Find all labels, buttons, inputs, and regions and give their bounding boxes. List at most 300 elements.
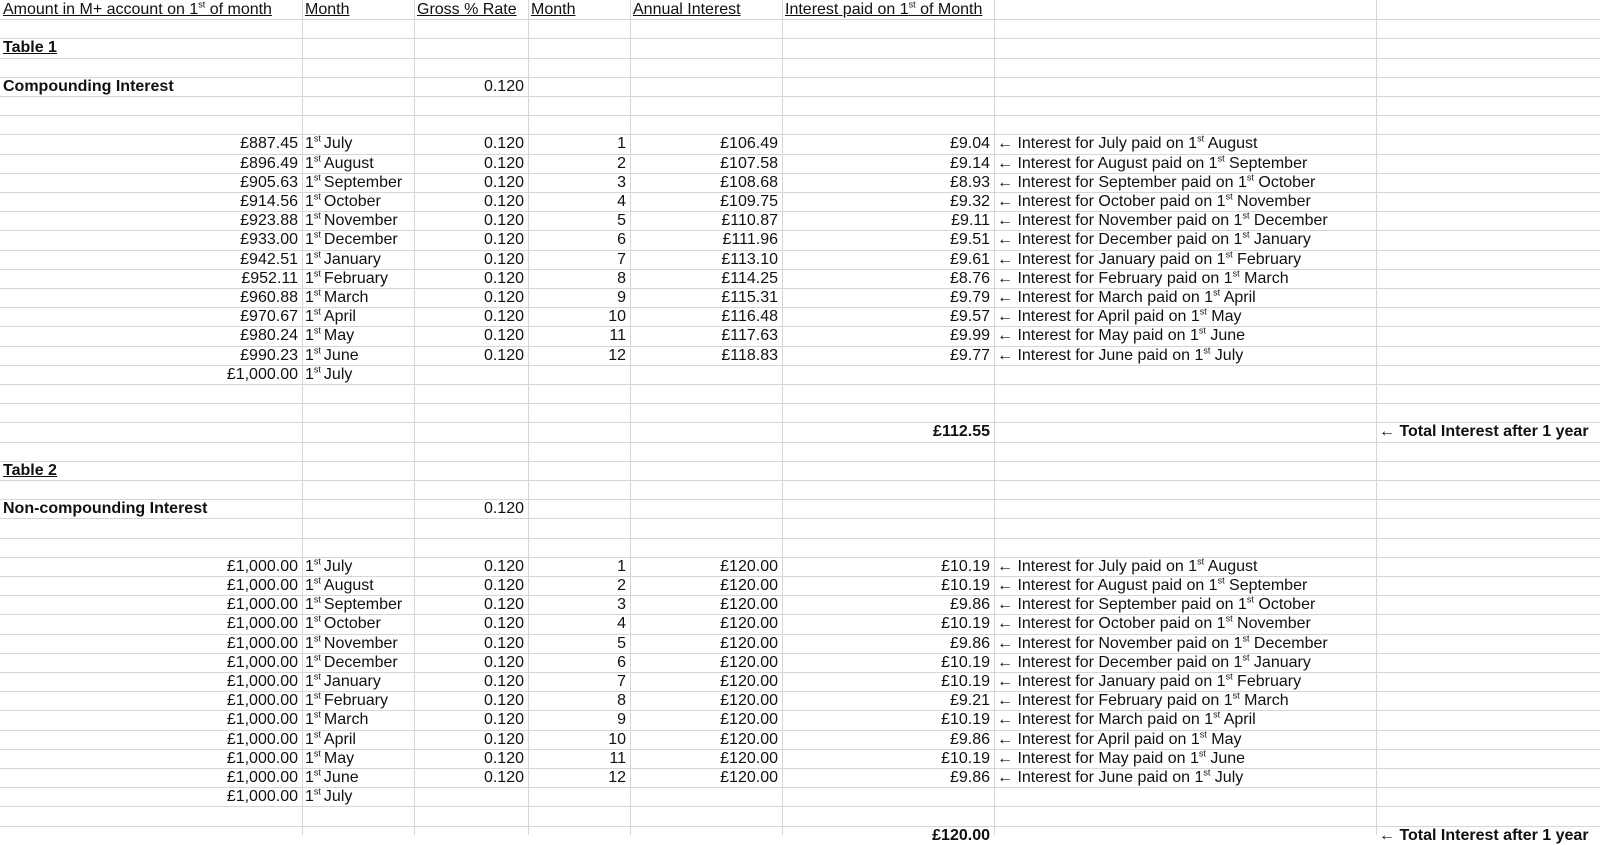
month-number-cell[interactable]: 6 — [617, 653, 626, 671]
amount-cell[interactable]: £1,000.00 — [226, 577, 298, 594]
rate-cell[interactable]: 0.120 — [483, 269, 524, 287]
column-header-amount[interactable] — [3, 0, 301, 19]
month-cell[interactable] — [305, 173, 413, 192]
month-number-cell[interactable]: 8 — [617, 692, 626, 710]
month-cell[interactable] — [305, 192, 413, 211]
amount-cell[interactable]: £914.56 — [240, 193, 298, 210]
month-number-cell[interactable]: 2 — [617, 154, 626, 172]
amount-cell[interactable]: £1,000.00 — [226, 557, 298, 575]
total-interest-cell[interactable]: £112.55 — [933, 423, 990, 441]
interest-paid-cell[interactable]: £9.86 — [949, 596, 990, 614]
rate-cell[interactable]: 0.120 — [483, 289, 524, 306]
rate-cell[interactable]: 0.120 — [483, 212, 524, 230]
amount-cell[interactable]: £1,000.00 — [226, 711, 298, 729]
month-number-cell[interactable]: 12 — [608, 769, 626, 786]
annual-interest-cell[interactable] — [630, 787, 778, 806]
month-cell-text: 1 — [305, 212, 314, 230]
month-cell-text-after: June — [323, 346, 359, 364]
month-number-cell[interactable]: 9 — [617, 289, 626, 306]
interest-note-cell[interactable] — [997, 173, 1375, 192]
amount-cell[interactable]: £1,000.00 — [226, 615, 298, 633]
annual-interest-cell[interactable]: £108.68 — [720, 173, 778, 191]
month-number-cell[interactable]: 4 — [617, 193, 626, 210]
month-cell-text: 1 — [305, 173, 314, 191]
rate-cell[interactable]: 0.120 — [483, 346, 524, 364]
interest-note-cell[interactable] — [997, 307, 1375, 326]
month-cell-ordinal-suffix: st — [313, 710, 321, 721]
row-gridline — [0, 480, 1600, 481]
amount-cell[interactable]: £1,000.00 — [226, 788, 298, 806]
month-number-cell[interactable]: 11 — [609, 749, 626, 767]
row-gridline — [0, 442, 1600, 443]
month-cell[interactable] — [305, 230, 413, 249]
row-gridline — [0, 96, 1600, 97]
interest-note-cell[interactable] — [997, 154, 1375, 173]
interest-note-cell[interactable] — [997, 595, 1375, 614]
amount-cell[interactable]: £896.49 — [240, 154, 298, 172]
month-cell-ordinal-suffix: st — [313, 191, 321, 202]
month-number-cell[interactable]: 11 — [609, 327, 626, 345]
month-cell[interactable] — [305, 288, 413, 307]
month-number-cell[interactable]: 7 — [617, 250, 626, 268]
interest-paid-cell[interactable]: £9.99 — [949, 327, 990, 345]
annual-interest-cell[interactable]: £111.96 — [722, 231, 778, 249]
rate-cell[interactable]: 0.120 — [483, 634, 524, 652]
annual-interest-cell[interactable]: £115.31 — [721, 289, 778, 306]
month-cell-text: 1 — [305, 730, 314, 748]
interest-note-text: ← Interest for August paid on 1 — [997, 577, 1218, 594]
table-rate[interactable]: 0.120 — [483, 500, 524, 518]
column-header-paid[interactable] — [785, 0, 993, 19]
month-number-cell[interactable] — [528, 365, 626, 384]
interest-note-text: ← Interest for October paid on 1 — [997, 193, 1226, 210]
amount-cell[interactable]: £1,000.00 — [226, 365, 298, 383]
annual-interest-cell[interactable]: £116.48 — [721, 308, 778, 326]
amount-cell[interactable]: £1,000.00 — [226, 673, 298, 690]
amount-cell[interactable]: £942.51 — [240, 250, 298, 268]
month-number-cell[interactable] — [528, 787, 626, 806]
rate-cell[interactable]: 0.120 — [483, 231, 524, 249]
column-header-annual-text: Annual Interest — [633, 1, 741, 18]
month-cell[interactable] — [305, 211, 413, 230]
amount-cell[interactable]: £980.24 — [240, 327, 298, 345]
month-cell[interactable] — [305, 269, 413, 288]
rate-cell[interactable]: 0.120 — [483, 730, 524, 748]
month-cell-ordinal-suffix: st — [313, 153, 321, 164]
month-number-cell[interactable]: 5 — [617, 634, 626, 652]
interest-note-text: ← Interest for October paid on 1 — [997, 615, 1226, 633]
rate-cell[interactable]: 0.120 — [483, 615, 524, 633]
month-cell-ordinal-suffix: st — [313, 287, 321, 298]
interest-note-cell[interactable] — [997, 192, 1375, 211]
month-cell-ordinal-suffix: st — [313, 364, 321, 375]
interest-note-cell[interactable] — [997, 653, 1375, 672]
month-cell[interactable] — [305, 749, 413, 768]
column-header-month[interactable] — [305, 0, 413, 19]
interest-note-cell[interactable] — [997, 250, 1375, 269]
annual-interest-cell[interactable]: £120.00 — [720, 730, 778, 748]
interest-note-ordinal-suffix: st — [1203, 767, 1211, 778]
interest-note-cell[interactable] — [997, 710, 1375, 729]
column-header-rate-text: Gross % Rate — [417, 1, 517, 18]
annual-interest-cell[interactable]: £120.00 — [720, 557, 778, 575]
interest-note-text: ← Interest for February paid on 1 — [997, 269, 1233, 287]
month-cell-text-after: July — [323, 365, 353, 383]
interest-note-text: ← Interest for March paid on 1 — [997, 289, 1214, 306]
month-number-cell[interactable]: 7 — [617, 673, 626, 690]
rate-cell[interactable] — [414, 787, 524, 806]
table-title[interactable]: Table 1 — [3, 39, 57, 57]
month-cell-text-after: January — [323, 250, 381, 268]
interest-note-cell[interactable] — [997, 634, 1375, 653]
month-cell[interactable] — [305, 595, 413, 614]
table-subtitle[interactable]: Compounding Interest — [3, 77, 174, 95]
interest-note-cell[interactable] — [997, 691, 1375, 710]
annual-interest-cell[interactable]: £120.00 — [720, 653, 778, 671]
month-cell-text: 1 — [305, 250, 314, 268]
rate-cell[interactable]: 0.120 — [483, 557, 524, 575]
interest-paid-cell[interactable]: £10.19 — [941, 557, 990, 575]
month-cell[interactable] — [305, 768, 413, 787]
rate-cell[interactable]: 0.120 — [483, 135, 524, 153]
month-cell[interactable] — [305, 557, 413, 576]
annual-interest-cell[interactable]: £118.83 — [721, 346, 778, 364]
interest-note-cell[interactable] — [997, 730, 1375, 749]
column-header-paid-text-after: of Month — [915, 1, 983, 18]
annual-interest-cell[interactable] — [630, 365, 778, 384]
month-number-cell[interactable]: 5 — [617, 212, 626, 230]
amount-cell[interactable]: £1,000.00 — [226, 692, 298, 710]
column-header-paid-ordinal-suffix: st — [908, 0, 916, 10]
month-cell-ordinal-suffix: st — [313, 306, 321, 317]
rate-cell[interactable]: 0.120 — [483, 711, 524, 729]
row-gridline — [0, 384, 1600, 385]
interest-note-cell[interactable] — [997, 672, 1375, 691]
month-cell-text-after: July — [323, 135, 353, 153]
rate-cell[interactable]: 0.120 — [483, 749, 524, 767]
interest-paid-cell[interactable]: £10.19 — [941, 653, 990, 671]
interest-note-ordinal-suffix: st — [1242, 652, 1250, 663]
month-cell-text-after: May — [323, 327, 355, 345]
month-cell-text: 1 — [305, 557, 314, 575]
total-interest-cell[interactable]: £120.00 — [932, 826, 990, 844]
month-cell-ordinal-suffix: st — [313, 230, 321, 241]
interest-paid-cell[interactable]: £10.19 — [941, 615, 990, 633]
month-number-cell[interactable]: 8 — [617, 269, 626, 287]
interest-paid-cell[interactable]: £10.19 — [941, 577, 990, 594]
month-cell-text-after: February — [323, 692, 388, 710]
interest-note-ordinal-suffix: st — [1197, 556, 1205, 567]
interest-note-text: ← Interest for August paid on 1 — [997, 154, 1218, 172]
month-cell-text: 1 — [305, 596, 314, 614]
annual-interest-cell[interactable]: £120.00 — [720, 749, 778, 767]
amount-cell[interactable]: £923.88 — [240, 212, 298, 230]
month-cell[interactable] — [305, 307, 413, 326]
interest-note-cell[interactable] — [997, 614, 1375, 633]
interest-note-text: ← Interest for December paid on 1 — [997, 231, 1243, 249]
month-cell-ordinal-suffix: st — [313, 172, 321, 183]
rate-cell[interactable]: 0.120 — [483, 577, 524, 594]
month-cell-text: 1 — [305, 154, 314, 172]
month-cell-text-after: July — [323, 557, 353, 575]
interest-note-text: ← Interest for April paid on 1 — [997, 730, 1200, 748]
month-cell-text: 1 — [305, 346, 314, 364]
column-header-rate[interactable] — [417, 0, 527, 19]
amount-cell[interactable]: £960.88 — [240, 289, 298, 306]
interest-paid-cell[interactable]: £9.21 — [949, 692, 990, 710]
month-cell[interactable] — [305, 614, 413, 633]
rate-cell[interactable] — [414, 365, 524, 384]
month-cell[interactable] — [305, 653, 413, 672]
month-cell-ordinal-suffix: st — [313, 345, 321, 356]
interest-paid-cell[interactable]: £9.11 — [951, 212, 990, 230]
table-rate[interactable]: 0.120 — [483, 77, 524, 95]
month-number-cell[interactable]: 10 — [608, 308, 626, 326]
month-cell[interactable] — [305, 710, 413, 729]
interest-note-ordinal-suffix: st — [1199, 729, 1207, 740]
interest-note-text-after: December — [1249, 634, 1328, 652]
interest-note-ordinal-suffix: st — [1197, 134, 1205, 145]
annual-interest-cell[interactable]: £120.00 — [720, 673, 778, 690]
interest-note-text-after: June — [1205, 327, 1246, 345]
rate-cell[interactable]: 0.120 — [483, 193, 524, 210]
annual-interest-cell[interactable]: £120.00 — [720, 577, 778, 594]
month-cell-text: 1 — [305, 231, 314, 249]
month-number-cell[interactable]: 3 — [617, 173, 626, 191]
month-cell[interactable] — [305, 691, 413, 710]
interest-note-ordinal-suffix: st — [1198, 326, 1206, 337]
interest-note-text-after: September — [1224, 577, 1308, 594]
month-cell[interactable] — [305, 250, 413, 269]
month-number-cell[interactable]: 2 — [617, 577, 626, 594]
month-number-cell[interactable]: 10 — [608, 730, 626, 748]
annual-interest-cell[interactable]: £114.25 — [721, 269, 778, 287]
interest-note-ordinal-suffix: st — [1242, 230, 1250, 241]
interest-paid-cell[interactable]: £9.86 — [949, 769, 990, 786]
rate-cell[interactable]: 0.120 — [483, 154, 524, 172]
rate-cell[interactable]: 0.120 — [483, 692, 524, 710]
interest-note-text-after: January — [1249, 231, 1311, 249]
interest-paid-cell[interactable]: £8.76 — [949, 269, 990, 287]
annual-interest-cell[interactable]: £120.00 — [720, 692, 778, 710]
rate-cell[interactable]: 0.120 — [483, 653, 524, 671]
month-cell-text: 1 — [305, 634, 314, 652]
interest-note-ordinal-suffix: st — [1225, 249, 1233, 260]
interest-paid-cell[interactable]: £9.04 — [949, 135, 990, 153]
month-cell-ordinal-suffix: st — [313, 690, 321, 701]
column-header-monthnum[interactable] — [531, 0, 629, 19]
interest-note-text: ← Interest for September paid on 1 — [997, 596, 1247, 614]
interest-note-cell[interactable] — [997, 230, 1375, 249]
table-subtitle[interactable]: Non-compounding Interest — [3, 500, 208, 518]
interest-note-ordinal-suffix: st — [1246, 594, 1254, 605]
amount-cell[interactable]: £905.63 — [240, 173, 298, 191]
interest-note-text: ← Interest for May paid on 1 — [997, 749, 1199, 767]
month-cell-text: 1 — [305, 193, 314, 210]
interest-paid-cell[interactable]: £9.14 — [949, 154, 990, 172]
month-cell-text-after: September — [323, 596, 403, 614]
month-cell-ordinal-suffix: st — [313, 671, 321, 682]
amount-cell[interactable]: £990.23 — [240, 346, 298, 364]
row-gridline — [0, 806, 1600, 807]
month-number-cell[interactable]: 4 — [617, 615, 626, 633]
month-cell-text-after: February — [323, 269, 388, 287]
interest-note-cell[interactable] — [997, 749, 1375, 768]
interest-note-text: ← Interest for March paid on 1 — [997, 711, 1214, 729]
interest-note-ordinal-suffix: st — [1246, 172, 1254, 183]
interest-note-text-after: May — [1206, 308, 1242, 326]
month-cell-text: 1 — [305, 135, 314, 153]
month-cell[interactable] — [305, 365, 413, 384]
month-cell[interactable] — [305, 730, 413, 749]
interest-note-ordinal-suffix: st — [1232, 690, 1240, 701]
interest-note-cell[interactable] — [997, 211, 1375, 230]
month-cell-ordinal-suffix: st — [313, 652, 321, 663]
column-header-amount-ordinal-suffix: st — [198, 0, 206, 10]
interest-paid-cell[interactable]: £10.19 — [941, 711, 990, 729]
rate-cell[interactable]: 0.120 — [483, 308, 524, 326]
month-cell-text: 1 — [305, 788, 314, 806]
month-cell[interactable] — [305, 576, 413, 595]
total-interest-label[interactable]: ← Total Interest after 1 year — [1379, 826, 1589, 844]
month-cell-ordinal-suffix: st — [313, 614, 321, 625]
interest-note-text: ← Interest for September paid on 1 — [997, 173, 1247, 191]
month-number-cell[interactable]: 9 — [617, 711, 626, 729]
month-cell-text: 1 — [305, 673, 314, 690]
amount-cell[interactable]: £952.11 — [241, 269, 298, 287]
month-cell-text-after: October — [323, 615, 381, 633]
annual-interest-cell[interactable]: £106.49 — [720, 135, 778, 153]
amount-cell[interactable]: £1,000.00 — [226, 730, 298, 748]
month-cell-text-after: December — [323, 653, 398, 671]
interest-note-cell[interactable] — [997, 768, 1375, 787]
interest-note-text: ← Interest for June paid on 1 — [997, 769, 1204, 786]
column-header-month-text: Month — [305, 1, 350, 18]
amount-cell[interactable]: £970.67 — [240, 308, 298, 326]
month-cell-text: 1 — [305, 269, 314, 287]
month-cell[interactable] — [305, 346, 413, 365]
annual-interest-cell[interactable]: £117.63 — [721, 327, 778, 345]
interest-paid-cell[interactable]: £10.19 — [941, 749, 990, 767]
month-cell-text-after: March — [323, 289, 369, 306]
amount-cell[interactable]: £933.00 — [240, 231, 298, 249]
interest-paid-cell[interactable]: £9.86 — [949, 634, 990, 652]
month-number-cell[interactable]: 6 — [617, 231, 626, 249]
annual-interest-cell[interactable]: £107.58 — [720, 154, 778, 172]
month-cell-text-after: March — [323, 711, 369, 729]
interest-note-text: ← Interest for November paid on 1 — [997, 634, 1243, 652]
interest-note-cell[interactable] — [997, 576, 1375, 595]
interest-note-cell[interactable] — [997, 346, 1375, 365]
month-number-cell[interactable]: 12 — [608, 346, 626, 364]
month-cell-ordinal-suffix: st — [313, 786, 321, 797]
annual-interest-cell[interactable]: £120.00 — [720, 596, 778, 614]
rate-cell[interactable]: 0.120 — [483, 673, 524, 690]
interest-paid-cell[interactable]: £10.19 — [941, 673, 990, 690]
amount-cell[interactable]: £1,000.00 — [226, 749, 298, 767]
annual-interest-cell[interactable]: £120.00 — [720, 615, 778, 633]
month-cell-text: 1 — [305, 289, 314, 306]
amount-cell[interactable]: £1,000.00 — [226, 634, 298, 652]
interest-note-text: ← Interest for February paid on 1 — [997, 692, 1233, 710]
annual-interest-cell[interactable]: £110.87 — [721, 212, 778, 230]
rate-cell[interactable]: 0.120 — [483, 596, 524, 614]
rate-cell[interactable]: 0.120 — [483, 769, 524, 786]
table-title[interactable]: Table 2 — [3, 461, 57, 479]
amount-cell[interactable]: £887.45 — [240, 135, 298, 153]
interest-note-text-after: August — [1204, 557, 1258, 575]
amount-cell[interactable]: £1,000.00 — [226, 653, 298, 671]
interest-note-text-after: November — [1232, 615, 1311, 633]
annual-interest-cell[interactable]: £120.00 — [720, 634, 778, 652]
interest-paid-cell[interactable]: £9.79 — [949, 289, 990, 306]
month-cell[interactable] — [305, 326, 413, 345]
annual-interest-cell[interactable]: £113.10 — [721, 250, 778, 268]
rate-cell[interactable]: 0.120 — [483, 173, 524, 191]
interest-paid-cell[interactable]: £9.86 — [949, 730, 990, 748]
month-cell[interactable] — [305, 672, 413, 691]
month-cell-text: 1 — [305, 769, 314, 786]
month-cell[interactable] — [305, 154, 413, 173]
annual-interest-cell[interactable]: £120.00 — [720, 711, 778, 729]
month-number-cell[interactable]: 3 — [617, 596, 626, 614]
month-number-cell[interactable]: 1 — [617, 135, 626, 153]
column-header-annual[interactable] — [633, 0, 781, 19]
amount-cell[interactable]: £1,000.00 — [226, 596, 298, 614]
interest-paid-cell[interactable] — [782, 365, 990, 384]
row-gridline — [0, 19, 1600, 20]
interest-paid-cell[interactable] — [782, 787, 990, 806]
interest-note-cell[interactable] — [997, 557, 1375, 576]
interest-paid-cell[interactable]: £9.51 — [949, 231, 990, 249]
interest-note-cell[interactable] — [997, 288, 1375, 307]
month-cell-ordinal-suffix: st — [313, 134, 321, 145]
interest-note-cell[interactable] — [997, 134, 1375, 153]
month-cell-ordinal-suffix: st — [313, 594, 321, 605]
interest-note-ordinal-suffix: st — [1217, 575, 1225, 586]
interest-paid-cell[interactable]: £9.57 — [949, 308, 990, 326]
annual-interest-cell[interactable]: £109.75 — [720, 193, 778, 210]
month-cell-text: 1 — [305, 308, 314, 326]
month-cell-text: 1 — [305, 653, 314, 671]
annual-interest-cell[interactable]: £120.00 — [720, 769, 778, 786]
month-cell-text: 1 — [305, 749, 314, 767]
rate-cell[interactable]: 0.120 — [483, 250, 524, 268]
month-cell[interactable] — [305, 134, 413, 153]
total-interest-label[interactable]: ← Total Interest after 1 year — [1379, 423, 1589, 441]
month-cell[interactable] — [305, 787, 413, 806]
rate-cell[interactable]: 0.120 — [483, 327, 524, 345]
interest-note-cell[interactable] — [997, 269, 1375, 288]
interest-note-cell[interactable] — [997, 326, 1375, 345]
interest-note-text: ← Interest for June paid on 1 — [997, 346, 1204, 364]
month-cell-ordinal-suffix: st — [313, 326, 321, 337]
row-gridline — [0, 538, 1600, 539]
month-number-cell[interactable]: 1 — [617, 557, 626, 575]
month-cell-text: 1 — [305, 615, 314, 633]
interest-paid-cell[interactable]: £9.77 — [949, 346, 990, 364]
row-gridline — [0, 115, 1600, 116]
interest-paid-cell[interactable]: £9.32 — [949, 193, 990, 210]
row-gridline — [0, 403, 1600, 404]
amount-cell[interactable]: £1,000.00 — [226, 769, 298, 786]
month-cell[interactable] — [305, 634, 413, 653]
interest-note-text-after: March — [1239, 692, 1289, 710]
interest-note-ordinal-suffix: st — [1213, 287, 1221, 298]
interest-paid-cell[interactable]: £9.61 — [949, 250, 990, 268]
interest-note-text: ← Interest for May paid on 1 — [997, 327, 1199, 345]
interest-paid-cell[interactable]: £8.93 — [949, 173, 990, 191]
